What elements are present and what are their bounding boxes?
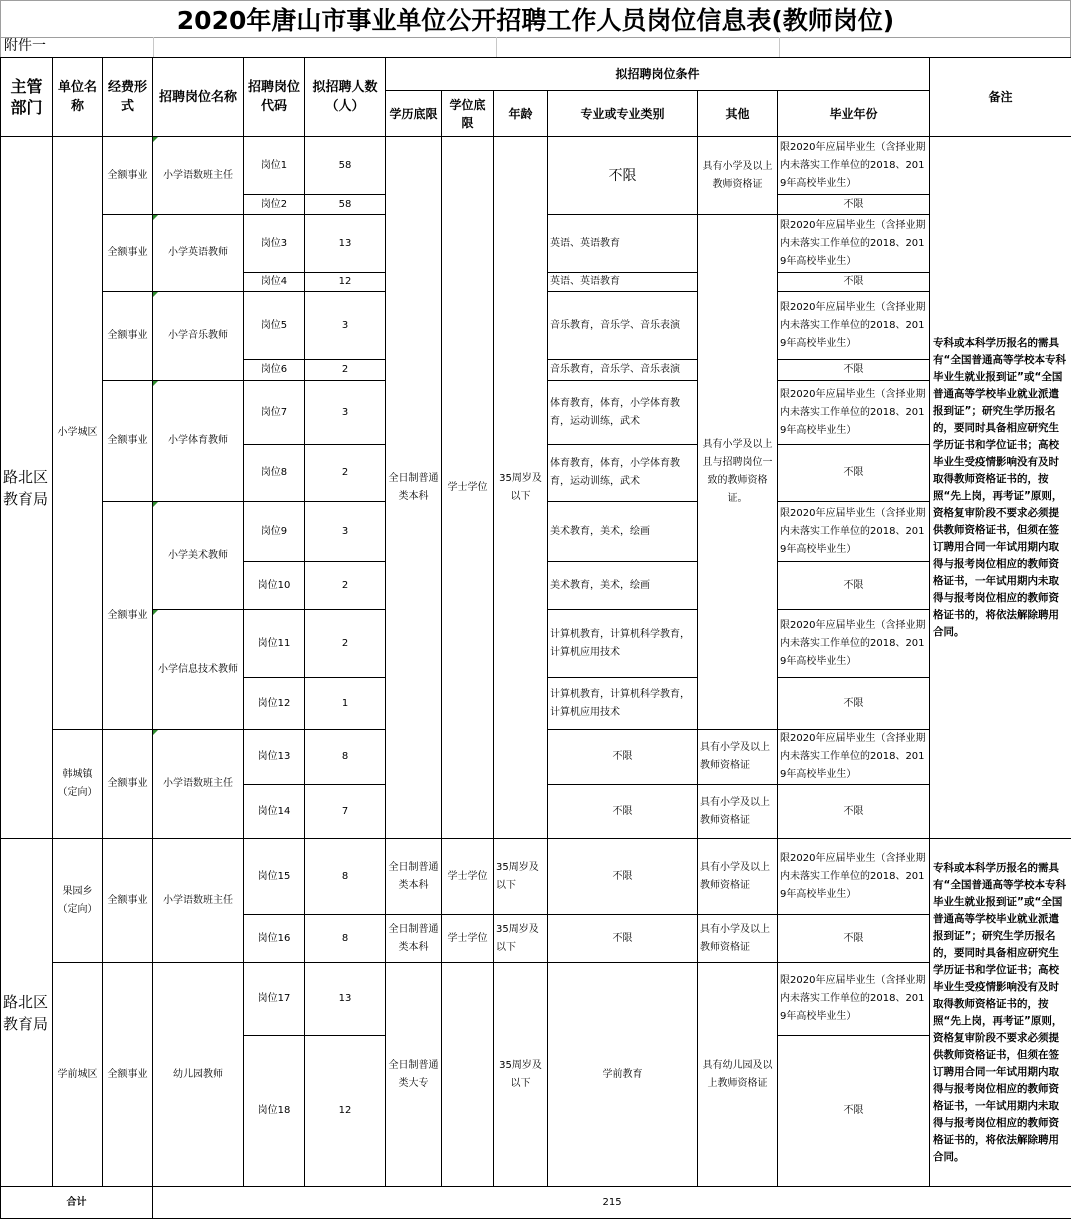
post-count-cell: 3: [305, 292, 386, 360]
header-post-name: 招聘岗位名称: [153, 58, 244, 137]
funding-cell: 全额事业: [103, 292, 153, 381]
post-count-cell: 3: [305, 502, 386, 562]
grad-year-cell: 限2020年应届毕业生（含择业期内未落实工作单位的2018、2019年高校毕业生）: [778, 215, 930, 273]
edu-cell: 全日制普通类本科: [386, 839, 442, 915]
degree-cell: 学士学位: [442, 137, 494, 839]
other-cell: 具有小学及以上教师资格证: [698, 915, 778, 963]
major-cell: 不限: [548, 915, 698, 963]
post-code-cell: 岗位14: [244, 785, 305, 839]
total-row: [1, 1187, 1071, 1219]
post-name-cell: 小学信息技术教师: [153, 610, 244, 730]
major-cell: 美术教育，美术，绘画: [548, 562, 698, 610]
positions-table: [0, 57, 1071, 1219]
post-name-cell: 小学英语教师: [153, 215, 244, 292]
post-code-cell: 岗位16: [244, 915, 305, 963]
post-count-cell: 7: [305, 785, 386, 839]
post-count-cell: 8: [305, 839, 386, 915]
post-code-cell: 岗位4: [244, 273, 305, 292]
post-count-cell: 2: [305, 610, 386, 678]
table-row: [1, 839, 1071, 915]
funding-cell: 全额事业: [103, 839, 153, 963]
funding-cell: 全额事业: [103, 963, 153, 1187]
major-cell: 音乐教育，音乐学、音乐表演: [548, 360, 698, 381]
page-title: 2020年唐山市事业单位公开招聘工作人员岗位信息表(教师岗位): [0, 0, 1071, 38]
header-funding: 经费形式: [103, 58, 153, 137]
header-post-code: 招聘岗位代码: [244, 58, 305, 137]
post-code-cell: 岗位15: [244, 839, 305, 915]
post-count-cell: 2: [305, 445, 386, 502]
post-code-cell: 岗位3: [244, 215, 305, 273]
post-count-cell: 8: [305, 915, 386, 963]
grad-year-cell: 不限: [778, 360, 930, 381]
table-row: [1, 137, 1071, 195]
edu-cell: 全日制普通类本科: [386, 137, 442, 839]
major-cell: 英语、英语教育: [548, 215, 698, 273]
age-cell: 35周岁及以下: [494, 915, 548, 963]
major-cell: 计算机教育，计算机科学教育，计算机应用技术: [548, 610, 698, 678]
grid-line: [153, 37, 154, 57]
header-conditions: 拟招聘岗位条件: [386, 58, 930, 91]
age-cell: 35周岁及以下: [494, 963, 548, 1187]
remarks-cell: 专科或本科学历报名的需具有“全国普通高等学校本专科毕业生就业报到证”或“全国普通高等学校毕业就业派遣报到证”；研究生学历报名的，要同时具备相应研究生学历证书和学位证书；高校毕业生受疫情影响没有及时取得教师资格证书的，按照“先上岗，再考证”原则，资格复审阶段不要求必须提供教师资格证书，但须在签订聘用合同一年试用期内取得与报考岗位相应的教师资格证书，一年试用期内未取得与报考岗位相应的教师资格证书的，将依法解除聘用合同。: [930, 137, 1071, 839]
post-code-cell: 岗位10: [244, 562, 305, 610]
header-count: 拟招聘人数（人）: [305, 58, 386, 137]
post-name-cell: 幼儿园教师: [153, 963, 244, 1187]
grad-year-cell: 限2020年应届毕业生（含择业期内未落实工作单位的2018、2019年高校毕业生）: [778, 292, 930, 360]
post-code-cell: 岗位9: [244, 502, 305, 562]
grad-year-cell: 不限: [778, 1036, 930, 1187]
header-age: 年龄: [494, 91, 548, 137]
header-dept: 主管部门: [1, 58, 53, 137]
other-cell: 具有小学及以上教师资格证: [698, 137, 778, 215]
grad-year-cell: 限2020年应届毕业生（含择业期内未落实工作单位的2018、2019年高校毕业生）: [778, 381, 930, 445]
edu-cell: 全日制普通类本科: [386, 915, 442, 963]
grid-line: [779, 37, 780, 57]
grad-year-cell: 不限: [778, 785, 930, 839]
header-row: [1, 58, 1071, 91]
post-count-cell: 3: [305, 381, 386, 445]
post-name-cell: 小学音乐教师: [153, 292, 244, 381]
other-cell: 具有小学及以上教师资格证: [698, 839, 778, 915]
major-cell: 学前教育: [548, 963, 698, 1187]
post-count-cell: 8: [305, 730, 386, 785]
post-count-cell: 2: [305, 562, 386, 610]
post-code-cell: 岗位11: [244, 610, 305, 678]
post-code-cell: 岗位2: [244, 195, 305, 215]
grad-year-cell: 限2020年应届毕业生（含择业期内未落实工作单位的2018、2019年高校毕业生）: [778, 963, 930, 1036]
other-cell: 具有幼儿园及以上教师资格证: [698, 963, 778, 1187]
post-code-cell: 岗位12: [244, 678, 305, 730]
other-cell: 具有小学及以上且与招聘岗位一致的教师资格证。: [698, 215, 778, 730]
post-name-cell: 小学语数班主任: [153, 730, 244, 839]
grad-year-cell: 不限: [778, 445, 930, 502]
post-code-cell: 岗位8: [244, 445, 305, 502]
major-cell: 音乐教育，音乐学、音乐表演: [548, 292, 698, 360]
major-cell: 体育教育，体育，小学体育教育，运动训练，武术: [548, 445, 698, 502]
grad-year-cell: 限2020年应届毕业生（含择业期内未落实工作单位的2018、2019年高校毕业生）: [778, 839, 930, 915]
unit-cell: 学前城区: [53, 963, 103, 1187]
grad-year-cell: 限2020年应届毕业生（含择业期内未落实工作单位的2018、2019年高校毕业生）: [778, 502, 930, 562]
other-cell: 具有小学及以上教师资格证: [698, 785, 778, 839]
post-name-cell: 小学美术教师: [153, 502, 244, 610]
grad-year-cell: 不限: [778, 562, 930, 610]
header-edu: 学历底限: [386, 91, 442, 137]
attachment-label: 附件一: [4, 38, 46, 54]
post-code-cell: 岗位13: [244, 730, 305, 785]
major-cell: 体育教育，体育，小学体育教育，运动训练，武术: [548, 381, 698, 445]
header-unit: 单位名称: [53, 58, 103, 137]
remarks-cell: 专科或本科学历报名的需具有“全国普通高等学校本专科毕业生就业报到证”或“全国普通高等学校毕业就业派遣报到证”；研究生学历报名的，要同时具备相应研究生学历证书和学位证书；高校毕业生受疫情影响没有及时取得教师资格证书的，按照“先上岗，再考证”原则，资格复审阶段不要求必须提供教师资格证书，但须在签订聘用合同一年试用期内取得与报考岗位相应的教师资格证书，一年试用期内未取得与报考岗位相应的教师资格证书的，将依法解除聘用合同。: [930, 839, 1071, 1187]
post-name-cell: 小学体育教师: [153, 381, 244, 502]
major-cell: 英语、英语教育: [548, 273, 698, 292]
total-label: 合计: [1, 1187, 153, 1219]
unit-cell: 果园乡（定向）: [53, 839, 103, 963]
unit-cell: 小学城区: [53, 137, 103, 730]
header-degree: 学位底限: [442, 91, 494, 137]
attachment-row: [0, 37, 1071, 57]
post-count-cell: 1: [305, 678, 386, 730]
post-name-cell: 小学语数班主任: [153, 137, 244, 215]
header-grad-year: 毕业年份: [778, 91, 930, 137]
post-count-cell: 12: [305, 273, 386, 292]
dept-cell: 路北区教育局: [1, 839, 53, 1187]
degree-cell: 学士学位: [442, 915, 494, 963]
post-code-cell: 岗位7: [244, 381, 305, 445]
grad-year-cell: 不限: [778, 273, 930, 292]
post-count-cell: 2: [305, 360, 386, 381]
grad-year-cell: 不限: [778, 678, 930, 730]
unit-cell: 韩城镇（定向）: [53, 730, 103, 839]
other-cell: 具有小学及以上教师资格证: [698, 730, 778, 785]
major-cell: 不限: [548, 137, 698, 215]
post-count-cell: 58: [305, 137, 386, 195]
age-cell: 35周岁及以下: [494, 137, 548, 839]
funding-cell: 全额事业: [103, 215, 153, 292]
post-count-cell: 58: [305, 195, 386, 215]
degree-cell: 学士学位: [442, 839, 494, 915]
header-other: 其他: [698, 91, 778, 137]
grad-year-cell: 限2020年应届毕业生（含择业期内未落实工作单位的2018、2019年高校毕业生）: [778, 730, 930, 785]
post-count-cell: 13: [305, 215, 386, 273]
funding-cell: 全额事业: [103, 502, 153, 730]
funding-cell: 全额事业: [103, 730, 153, 839]
post-code-cell: 岗位1: [244, 137, 305, 195]
major-cell: 不限: [548, 839, 698, 915]
funding-cell: 全额事业: [103, 137, 153, 215]
post-name-cell: 小学语数班主任: [153, 839, 244, 963]
dept-cell: 路北区教育局: [1, 137, 53, 839]
grid-line: [496, 37, 497, 57]
degree-cell: [442, 963, 494, 1187]
funding-cell: 全额事业: [103, 381, 153, 502]
major-cell: 计算机教育，计算机科学教育，计算机应用技术: [548, 678, 698, 730]
edu-cell: 全日制普通类大专: [386, 963, 442, 1187]
post-count-cell: 12: [305, 1036, 386, 1187]
post-count-cell: 13: [305, 963, 386, 1036]
major-cell: 不限: [548, 785, 698, 839]
header-major: 专业或专业类别: [548, 91, 698, 137]
grad-year-cell: 限2020年应届毕业生（含择业期内未落实工作单位的2018、2019年高校毕业生）: [778, 610, 930, 678]
post-code-cell: 岗位18: [244, 1036, 305, 1187]
post-code-cell: 岗位17: [244, 963, 305, 1036]
grad-year-cell: 限2020年应届毕业生（含择业期内未落实工作单位的2018、2019年高校毕业生）: [778, 137, 930, 195]
post-code-cell: 岗位6: [244, 360, 305, 381]
age-cell: 35周岁及以下: [494, 839, 548, 915]
total-value: 215: [153, 1187, 1071, 1219]
post-code-cell: 岗位5: [244, 292, 305, 360]
major-cell: 美术教育，美术，绘画: [548, 502, 698, 562]
major-cell: 不限: [548, 730, 698, 785]
header-remarks: 备注: [930, 58, 1071, 137]
grad-year-cell: 不限: [778, 915, 930, 963]
grad-year-cell: 不限: [778, 195, 930, 215]
table-row: [1, 963, 1071, 1036]
